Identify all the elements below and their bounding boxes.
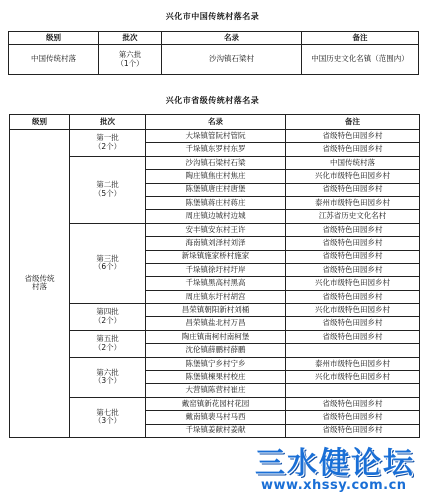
- table-row: [10, 130, 420, 143]
- note-cell: 江苏省历史文化名村: [286, 210, 420, 223]
- table1-header-name: 名录: [162, 32, 302, 45]
- village-name-cell: 千垛镇姜献村姜献: [146, 424, 286, 437]
- table-row: [9, 45, 419, 75]
- village-name-cell: 沙沟镇石梁村石梁: [146, 156, 286, 169]
- note-cell: 省级特色田园乡村: [286, 290, 420, 303]
- note-cell: 兴化市级特色田园乡村: [286, 371, 420, 384]
- note-cell: 省级特色田园乡村: [286, 397, 420, 410]
- table1-batch: 第六批 （1个）: [99, 45, 162, 75]
- batch-cell: 第三批 （6个）: [70, 223, 146, 303]
- table1-note: 中国历史文化名镇（范围内）: [302, 45, 419, 75]
- note-cell: [286, 344, 420, 357]
- village-name-cell: 周庄镇东圩村胡宫: [146, 290, 286, 303]
- table2-level: 省级传统 村落: [10, 130, 70, 438]
- village-name-cell: 大垛镇管阮村管阮: [146, 130, 286, 143]
- table-row: [10, 223, 420, 236]
- note-cell: 省级特色田园乡村: [286, 424, 420, 437]
- note-cell: 省级特色田园乡村: [286, 330, 420, 343]
- batch-cell: 第二批 （5个）: [70, 156, 146, 223]
- table-row: [10, 304, 420, 317]
- village-name-cell: 戴南镇裴马村马西: [146, 411, 286, 424]
- table1-level: 中国传统村落: [9, 45, 99, 75]
- table1-header-level: 级别: [9, 32, 99, 45]
- site-watermark-logo: [255, 438, 425, 500]
- note-cell: 省级特色田园乡村: [286, 250, 420, 263]
- note-cell: 省级特色田园乡村: [286, 183, 420, 196]
- table2-header-note: 备注: [286, 115, 420, 130]
- note-cell: 省级特色田园乡村: [286, 130, 420, 143]
- village-name-cell: 陈堡镇唐庄村唐堡: [146, 183, 286, 196]
- village-name-cell: 千垛镇东罗村东罗: [146, 143, 286, 156]
- note-cell: 省级特色田园乡村: [286, 411, 420, 424]
- provincial-village-table: [9, 114, 420, 438]
- village-name-cell: 陈堡镇楝果村校庄: [146, 371, 286, 384]
- batch-cell: 第六批 （3个）: [70, 357, 146, 397]
- village-name-cell: 沈伦镇薛鹏村薛鹏: [146, 344, 286, 357]
- note-cell: [286, 384, 420, 397]
- note-cell: 中国传统村落: [286, 156, 420, 169]
- table-row: [10, 397, 420, 410]
- note-cell: 泰州市级特色田园乡村: [286, 196, 420, 209]
- village-name-cell: 千垛镇黑高村黑高: [146, 277, 286, 290]
- batch-cell: 第四批 （2个）: [70, 304, 146, 331]
- village-name-cell: 陈堡镇宁乡村宁乡: [146, 357, 286, 370]
- table-row: [10, 330, 420, 343]
- village-name-cell: 安丰镇安东村王许: [146, 223, 286, 236]
- batch-cell: 第一批 （2个）: [70, 130, 146, 157]
- village-name-cell: 陈堡镇蒋庄村蒋庄: [146, 196, 286, 209]
- national-village-table: [8, 31, 419, 75]
- watermark-url: www.xhssy.com.cn: [261, 478, 407, 493]
- village-name-cell: 陶庄镇焦庄村焦庄: [146, 170, 286, 183]
- batch-cell: 第七批 （3个）: [70, 397, 146, 437]
- village-name-cell: 戴窑镇新花园村花园: [146, 397, 286, 410]
- village-name-cell: 陶庄镇南柯村南柯堡: [146, 330, 286, 343]
- note-cell: 兴化市级特色田园乡村: [286, 170, 420, 183]
- note-cell: 泰州市级特色田园乡村: [286, 357, 420, 370]
- table2-header-batch: 批次: [70, 115, 146, 130]
- table2-title: 兴化市省级传统村落名录: [165, 96, 260, 105]
- note-cell: 省级特色田园乡村: [286, 317, 420, 330]
- note-cell: 省级特色田园乡村: [286, 237, 420, 250]
- village-name-cell: 昌荣镇朝阳新村刘桶: [146, 304, 286, 317]
- table2-header-name: 名录: [146, 115, 286, 130]
- village-name-cell: 昌荣镇盐北村万昌: [146, 317, 286, 330]
- note-cell: 兴化市级特色田园乡村: [286, 304, 420, 317]
- table1-header-batch: 批次: [99, 32, 162, 45]
- note-cell: 省级特色田园乡村: [286, 143, 420, 156]
- watermark-logo-text: 三水健论坛: [255, 446, 415, 481]
- village-name-cell: 新垛镇施家桥村施家: [146, 250, 286, 263]
- batch-cell: 第五批 （2个）: [70, 330, 146, 357]
- table2-header-level: 级别: [10, 115, 70, 130]
- village-name-cell: 周庄镇边城村边城: [146, 210, 286, 223]
- table-row: [10, 156, 420, 169]
- table-row: [10, 357, 420, 370]
- table1-name: 沙沟镇石梁村: [162, 45, 302, 75]
- village-name-cell: 千垛镇徐圩村圩岸: [146, 263, 286, 276]
- table1-header-note: 备注: [302, 32, 419, 45]
- table2-header-row: [10, 115, 420, 130]
- note-cell: 兴化市级特色田园乡村: [286, 277, 420, 290]
- village-name-cell: 海南镇刘泽村刘泽: [146, 237, 286, 250]
- note-cell: 省级特色田园乡村: [286, 223, 420, 236]
- village-name-cell: 大营镇陈营村崔庄: [146, 384, 286, 397]
- table1-title: 兴化市中国传统村落名录: [165, 12, 260, 21]
- table1-header-row: [9, 32, 419, 45]
- note-cell: 省级特色田园乡村: [286, 263, 420, 276]
